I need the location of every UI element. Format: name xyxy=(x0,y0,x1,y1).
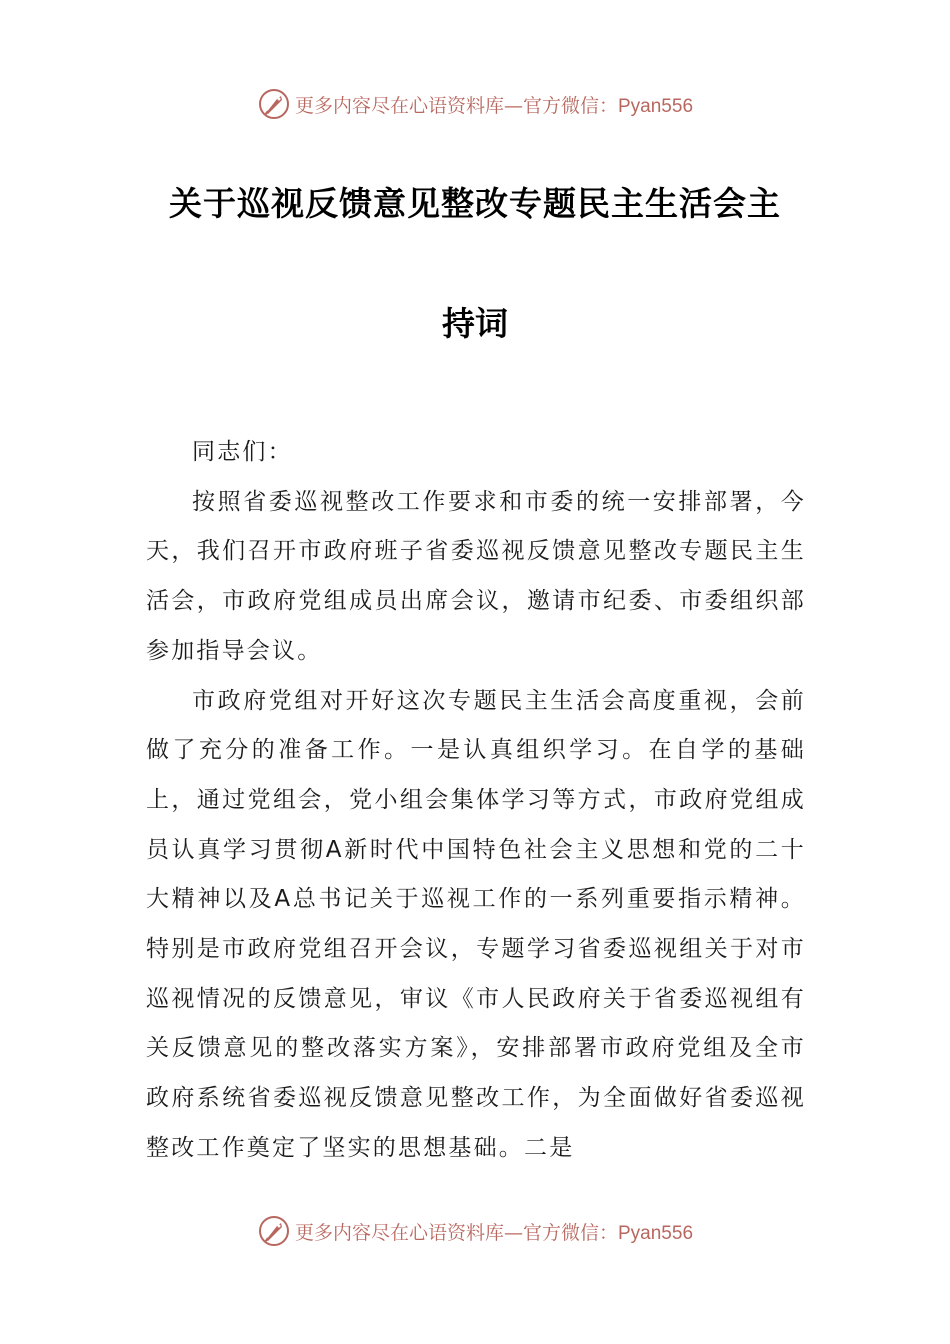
paragraph-1: 按照省委巡视整改工作要求和市委的统一安排部署，今天，我们召开市政府班子省委巡视反馈意见整改专题民主生活会，市政府党组成员出席会议，邀请市纪委、市委组织部参加指导会议。 xyxy=(146,488,806,664)
footer-watermark-banner xyxy=(0,1211,950,1251)
banner-text: 更多内容尽在心语资料库—官方微信：Pyan556 xyxy=(294,94,694,117)
banner-text: 更多内容尽在心语资料库—官方微信：Pyan556 xyxy=(294,1221,694,1244)
pen-nib-logo-icon xyxy=(257,87,291,121)
document-title-line-2: 持词 xyxy=(442,304,508,343)
paragraph-2: 市政府党组对开好这次专题民主生活会高度重视，会前做了充分的准备工作。一是认真组织学习。在自学的基础上，通过党组会，党小组会集体学习等方式，市政府党组成员认真学习贯彻A新时代中国特色社会主义思想和党的二十大精神以及A总书记关于巡视工作的一系列重要指示精神。特别是市政府党组召开会议，专题学习省委巡视组关于对市巡视情况的反馈意见，审议《市人民政府关于省委巡视组有关反馈意见的整改落实方案》，安排部署市政府党组及全市政府系统省委巡视反馈意见整改工作，为全面做好省委巡视整改工作奠定了坚实的思想基础。二是 xyxy=(146,687,806,1161)
pen-nib-logo-icon xyxy=(257,1214,291,1248)
greeting: 同志们： xyxy=(192,439,293,465)
document-body xyxy=(146,428,806,1174)
header-watermark-banner xyxy=(0,84,950,124)
wechat-id: Pyan556 xyxy=(618,95,694,117)
document-title-line-1: 关于巡视反馈意见整改专题民主生活会主 xyxy=(169,184,781,223)
wechat-id: Pyan556 xyxy=(618,1222,694,1244)
